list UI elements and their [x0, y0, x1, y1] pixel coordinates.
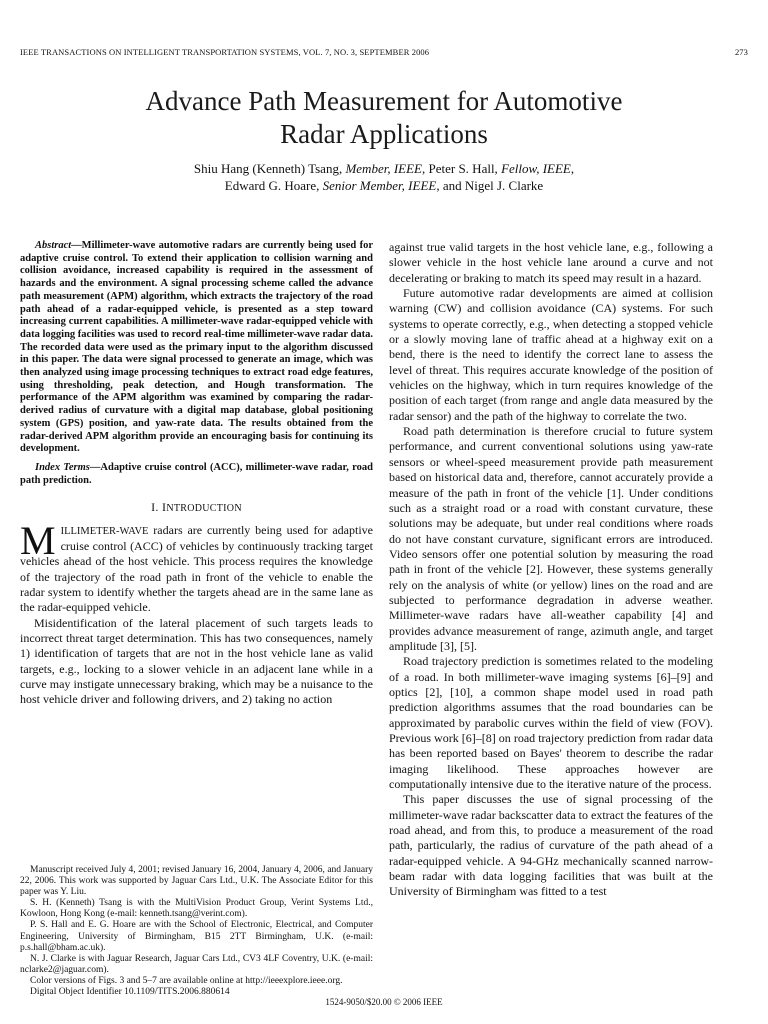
copyright-footer: 1524-9050/$20.00 © 2006 IEEE	[325, 997, 443, 1007]
title-line-1: Advance Path Measurement for Automotive	[145, 86, 623, 116]
author-1-name: Shiu Hang (Kenneth) Tsang,	[193, 161, 346, 176]
author-4-name: , and Nigel J. Clarke	[436, 178, 544, 193]
section-heading-rest: NTRODUCTION	[166, 503, 242, 515]
right-paragraph-1: against true valid targets in the host vehicle lane, e.g., following a slower vehicle in the host vehicle lane around a curve and not decelerating or braking to match its speed may result in a hazard.	[389, 240, 713, 285]
paper-title	[0, 85, 768, 151]
index-terms-text: —Adaptive cruise control (ACC), millimeter-wave radar, road path prediction.	[20, 461, 373, 486]
author-1-role: Member, IEEE	[345, 161, 422, 176]
abstract-text: —Millimeter-wave automotive radars are currently being used for adaptive cruise control. To extend their application to collision warning and collision avoidance, increased capability is required in the assessment of hazards and the environment. A signal processing scheme called the advance path measurement (APM) algorithm, which extracts the trajectory of the road path ahead of a radar-equipped vehicle, is presented as a step toward increasing current capabilities. A millimeter-wave radar-equipped vehicle with data logging facilities was used to record real-time millimeter-wave radar data. The recorded data were used as the primary input to the algorithm discussed in this paper. The data were signal processed to generate an image, which was then analyzed using image processing techniques to extract road edge features, using thresholding, peak detection, and Hough transformation. The performance of the APM algorithm was examined by comparing the radar-derived radius of curvature with a digital map database, global positioning system (GPS) position, and yaw-rate data. The results obtained from the radar-derived APM algorithm provide an encouraging basis for continuing its development.	[20, 240, 373, 455]
left-column	[20, 240, 373, 708]
section-heading-introduction	[20, 500, 373, 516]
authors-line-1-end: ,	[570, 161, 575, 176]
footnote-author-1: S. H. (Kenneth) Tsang is with the MultiVision Product Group, Verint Systems Ltd., Kowloon, Hong Kong (e-mail: kenneth.tsang@verint.com).	[20, 898, 373, 920]
drop-cap: M	[20, 517, 56, 563]
running-head	[20, 47, 748, 57]
author-2-name: , Peter S. Hall,	[421, 161, 502, 176]
right-paragraph-3: Road path determination is therefore crucial to future system performance, and current conventional solutions using yaw-rate sensors or wheel-speed measurement provide path measurement based on historical data and, therefore, cannot accurately provide a measure of the path in front of the vehicle [1]. Under conditions such as a straight road or a road with constant curvature, these solutions may be adequate, but under real conditions where roads do not have constant curvature, significant errors are introduced. Video sensors offer one potential solution by measuring the road path in front of the vehicle [2]. However, these systems generally rely on the analysis of white (or yellow) lines on the road and are subjected to performance degradation in adverse weather. Millimeter-wave radars have all-weather capability [4] and provides advance measurement of range, azimuth angle, and target amplitude [3], [5].	[389, 424, 713, 653]
abstract	[20, 240, 373, 456]
footnote-author-4: N. J. Clarke is with Jaguar Research, Jaguar Cars Ltd., CV3 4LF Coventry, U.K. (e-mail: nclarke2@jaguar.com).	[20, 953, 373, 975]
page-number: 273	[734, 47, 748, 57]
authors-line-1	[0, 160, 768, 177]
abstract-lead: Abstract	[35, 240, 72, 251]
right-paragraph-4: Road trajectory prediction is sometimes related to the modeling of a road. In both millimeter-wave imaging systems [6]–[9] and optics [2], [10], a common shape model used in road path prediction algorithms assumes that the road boundaries can be approximated by parabolic curves within the field of view (FOV). Previous work [6]–[8] on road trajectory prediction from radar data has been reported based on Bayes' theorem to describe the radar imaging likelihood. These approaches however are computationally intensive due to the iterative nature of the process.	[389, 654, 713, 792]
journal-name: IEEE TRANSACTIONS ON INTELLIGENT TRANSPORTATION SYSTEMS, VOL. 7, NO. 3, SEPTEMBER 2006	[20, 47, 430, 57]
footnote-author-2-3: P. S. Hall and E. G. Hoare are with the School of Electronic, Electrical, and Computer Engineering, University of Birmingham, B15 2TT Birmingham, U.K. (e-mail: p.s.hall@bham.ac.uk).	[20, 920, 373, 953]
right-column	[389, 240, 713, 900]
footnote-manuscript: Manuscript received July 4, 2001; revised January 16, 2004, January 4, 2006, and January 22, 2006. This work was supported by Jaguar Cars Ltd., U.K. The Associate Editor for this paper was Y. Liu.	[20, 865, 373, 898]
author-2-role: Fellow, IEEE	[501, 161, 571, 176]
intro-p1-text: radars are currently being used for adaptive cruise control (ACC) of vehicles by continuously tracking target vehicles ahead of the host vehicle. This process requires the knowledge of the trajectory of the road path in front of the vehicle to enable the radar system to identify whether the targets ahead are in the same lane as the radar-equipped vehicle.	[20, 522, 373, 615]
index-terms-lead: Index Terms	[35, 461, 90, 473]
section-numeral: I.	[151, 500, 163, 515]
right-paragraph-2: Future automotive radar developments are aimed at collision warning (CW) and collision avoidance (CA) systems. For such systems to operate correctly, e.g., when detecting a stopped vehicle or a slowly moving lane of traffic ahead at a highway exit on a bend, there is the need to identify the correct lane to assess the level of threat. This requires accurate knowledge of the position of vehicles on the highway, which in turn requires knowledge of the position of each target (from range and angle data measured by the radar sensor) and the path of the highway to correlate the two.	[389, 286, 713, 423]
intro-smallcaps: ILLIMETER-WAVE	[60, 525, 149, 537]
author-3-name: Edward G. Hoare,	[224, 178, 323, 193]
footnote-color-versions: Color versions of Figs. 3 and 5–7 are available online at http://ieeexplore.ieee.org.	[30, 975, 343, 986]
right-paragraph-5: This paper discusses the use of signal processing of the millimeter-wave radar backscatter data to extract the features of the road ahead, and from this, to produce a measurement of the road path, particularly, the radius of curvature of the path ahead of a radar-equipped vehicle. A 94-GHz mechanically scanned narrow-beam radar with data logging facilities that was built at the University of Birmingham was fitted to a test	[389, 792, 713, 899]
section-heading-first: I	[162, 500, 167, 515]
footnote-doi: Digital Object Identifier 10.1109/TITS.2006.880614	[30, 987, 230, 998]
intro-paragraph-2: Misidentification of the lateral placement of such targets leads to incorrect threat target determination. This has two consequences, namely 1) identification of targets that are not in the host vehicle lane as valid targets, e.g., locking to a slower vehicle in an adjacent lane while in a curve may instigate unnecessary braking, which may be a nuisance to the host vehicle driver and following drivers, and 2) taking no action	[20, 615, 373, 707]
index-terms	[20, 462, 373, 487]
intro-paragraph-1	[20, 517, 373, 616]
authors-line-2	[0, 177, 768, 194]
footnotes	[20, 865, 373, 998]
title-line-2: Radar Applications	[280, 119, 488, 149]
author-3-role: Senior Member, IEEE	[322, 178, 437, 193]
author-list	[0, 160, 768, 194]
